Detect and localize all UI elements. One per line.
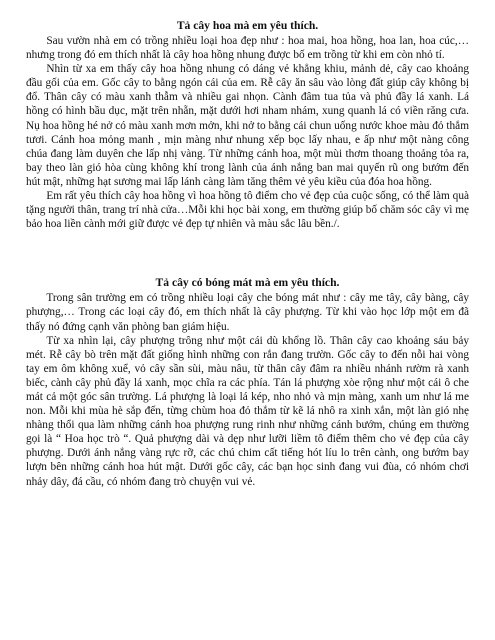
essay-1-paragraph-3: Em rất yêu thích cây hoa hồng vì hoa hồng tô điểm cho vẻ đẹp của cuộc sống, có thể làm quà tặng người thân, trang trí nhà cửa…Mỗi khi học bài xong, em thường giúp bố chăm sóc cây vì mẹ bảo hoa liền cành mới giữ được vẻ đẹp tự nhiên và màu sắc lâu bền./. [26, 190, 469, 231]
essay-2-paragraph-1: Trong sân trường em có trồng nhiều loại cây che bóng mát như : cây me tây, cây bàng, cây phượng,… Trong các loại cây đó, em thích nhất là cây phượng. Từ khi vào học lớp một em đã thấy nó đứng cạnh văn phòng ban giám hiệu. [26, 292, 469, 333]
essay-1-paragraph-1: Sau vườn nhà em có trồng nhiều loại hoa đẹp như : hoa mai, hoa hồng, hoa lan, hoa cúc,… nhưng trong đó em thích nhất là cây hoa hồng nhung được bố em trồng từ khi em còn nhỏ tí. [26, 35, 469, 62]
essay-1-paragraph-2: Nhìn từ xa em thấy cây hoa hồng nhung có dáng vẻ khẳng khiu, mảnh dẻ, cây cao khoảng đầu gối của em. Gốc cây to bằng ngón cái của em. Rễ cây ăn sâu vào lòng đất giúp cây không bị đổ. Thân cây có màu xanh thẫm và nhiều gai nhọn. Cành đâm tua tủa và phủ đầy lá xanh. Lá hồng có hình bầu dục, mặt trên nhẵn, mặt dưới hơi nham nhám, xung quanh lá có viền răng cưa. Nụ hoa hồng hé nở có màu xanh mơn mởn, khi nở to bằng cái chun uống nước khoe màu đỏ thắm tươi. Cánh hoa mỏng manh , mịn màng như nhung xếp bọc lấy nhau, e ấp như một nàng công chúa đang làm duyên che lấp nhị vàng. Từ những cánh hoa, một mùi thơm thoang thoảng tỏa ra, bay theo làn gió hòa cùng không khí trong lành của ánh nắng ban mai quyến rũ ong bướm đến hút mật, những hạt sương mai lấp lánh càng làm tăng thêm vẻ yêu kiều của đóa hoa hồng. [26, 63, 469, 188]
essay-2-title: Tả cây có bóng mát mà em yêu thích. [155, 276, 340, 290]
section-gap [26, 231, 469, 275]
essay-1 [26, 18, 469, 231]
essay-2-paragraph-2: Từ xa nhìn lại, cây phượng trông như một cái dù khổng lồ. Thân cây cao khoảng sáu bảy mét. Rễ cây bò trên mặt đất giống hình những con rắn đang trườn. Gốc cây to đến nỗi hai vòng tay em ôm không xuể, vỏ cây sần sùi, màu nâu, từ thân cây đâm ra nhiều nhánh rườm rà xanh biếc, cành cây phủ đầy lá xanh, mọc chĩa ra các phía. Tán lá phượng xòe rộng như một cái ô che mát cả một góc sân trường. Lá phượng là loại lá kép, nho nhỏ và mịn màng, xanh um như lá me non. Mỗi khi mùa hè sắp đến, từng chùm hoa đỏ thắm từ kẽ lá nhô ra xinh xắn, một làn gió nhẹ nhàng thổi qua làm những cánh hoa phượng rung rinh như những cánh bướm, chúng em thường gọi là “ Hoa học trò “. Quả phượng dài và dẹp như lưỡi liềm tô điểm thêm cho vẻ đẹp của cây phượng. Dưới ánh nắng vàng rực rỡ, các chú chim cất tiếng hót líu lo trên cành, ong bướm bay lượn bên những cánh hoa hút mật. Dưới gốc cây, các bạn học sinh đang vui đùa, có nhóm chơi nhảy dây, đá cầu, có nhóm đang trò chuyện vui vẻ. [26, 334, 469, 488]
essay-1-title: Tả cây hoa mà em yêu thích. [176, 19, 319, 32]
essay-2 [26, 275, 469, 488]
